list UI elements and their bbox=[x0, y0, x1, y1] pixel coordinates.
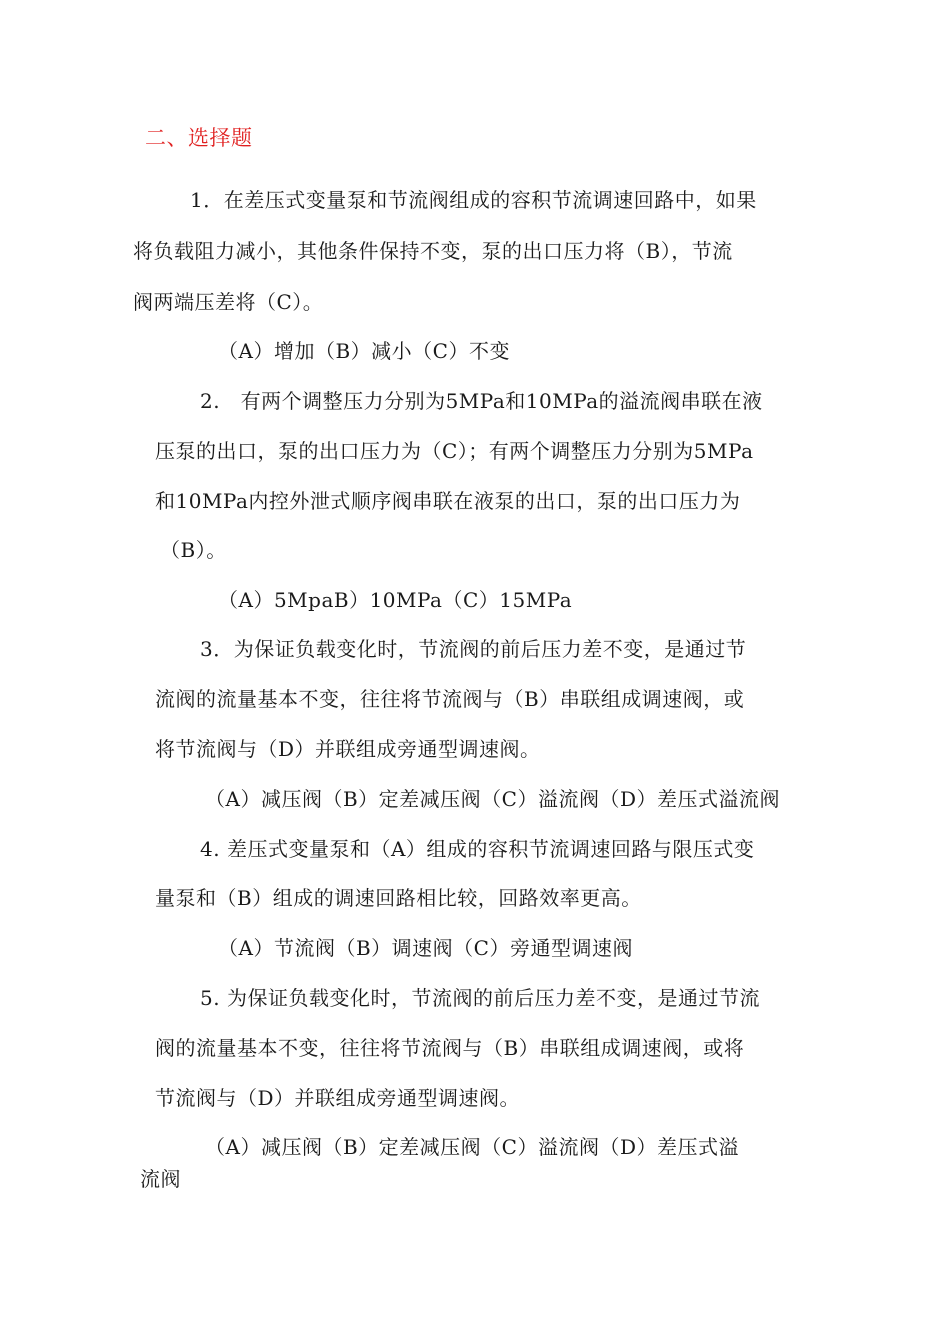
q5-line-1: 5. 为保证负载变化时，节流阀的前后压力差不变，是通过节流 bbox=[200, 986, 760, 1010]
q5-options-line-2: 流阀 bbox=[140, 1167, 181, 1191]
q2-line-3: 和10MPa内控外泄式顺序阀串联在液泵的出口，泵的出口压力为 bbox=[155, 489, 741, 513]
q4-line-2: 量泵和（B）组成的调速回路相比较，回路效率更高。 bbox=[155, 886, 642, 910]
q3-options: （A）减压阀（B）定差减压阀（C）溢流阀（D）差压式溢流阀 bbox=[205, 787, 780, 811]
q4-line-1: 4. 差压式变量泵和（A）组成的容积节流调速回路与限压式变 bbox=[200, 837, 755, 861]
q2-options: （A）5MpaB）10MPa（C）15MPa bbox=[218, 588, 573, 612]
q5-line-2: 阀的流量基本不变，往往将节流阀与（B）串联组成调速阀，或将 bbox=[155, 1036, 745, 1060]
q3-line-3: 将节流阀与（D）并联组成旁通型调速阀。 bbox=[155, 737, 541, 761]
q3-line-1: 3．为保证负载变化时，节流阀的前后压力差不变，是通过节 bbox=[200, 637, 747, 661]
section-title: 二、选择题 bbox=[145, 126, 253, 150]
q1-line-3: 阀两端压差将（C）。 bbox=[133, 290, 324, 314]
q1-line-2: 将负载阻力减小，其他条件保持不变，泵的出口压力将（B），节流 bbox=[133, 239, 733, 263]
q1-line-1: 1．在差压式变量泵和节流阀组成的容积节流调速回路中，如果 bbox=[190, 188, 757, 212]
q5-options-line-1: （A）减压阀（B）定差减压阀（C）溢流阀（D）差压式溢 bbox=[205, 1135, 739, 1159]
q2-line-1: 2. 有两个调整压力分别为5MPa和10MPa的溢流阀串联在液 bbox=[200, 389, 763, 413]
q3-line-2: 流阀的流量基本不变，往往将节流阀与（B）串联组成调速阀，或 bbox=[155, 687, 745, 711]
q2-line-2: 压泵的出口，泵的出口压力为（C）；有两个调整压力分别为5MPa bbox=[155, 439, 754, 463]
q1-options: （A）增加（B）减小（C）不变 bbox=[218, 339, 510, 363]
q5-line-3: 节流阀与（D）并联组成旁通型调速阀。 bbox=[155, 1086, 521, 1110]
q4-options: （A）节流阀（B）调速阀（C）旁通型调速阀 bbox=[218, 936, 633, 960]
q2-line-4: （B）。 bbox=[160, 538, 227, 562]
